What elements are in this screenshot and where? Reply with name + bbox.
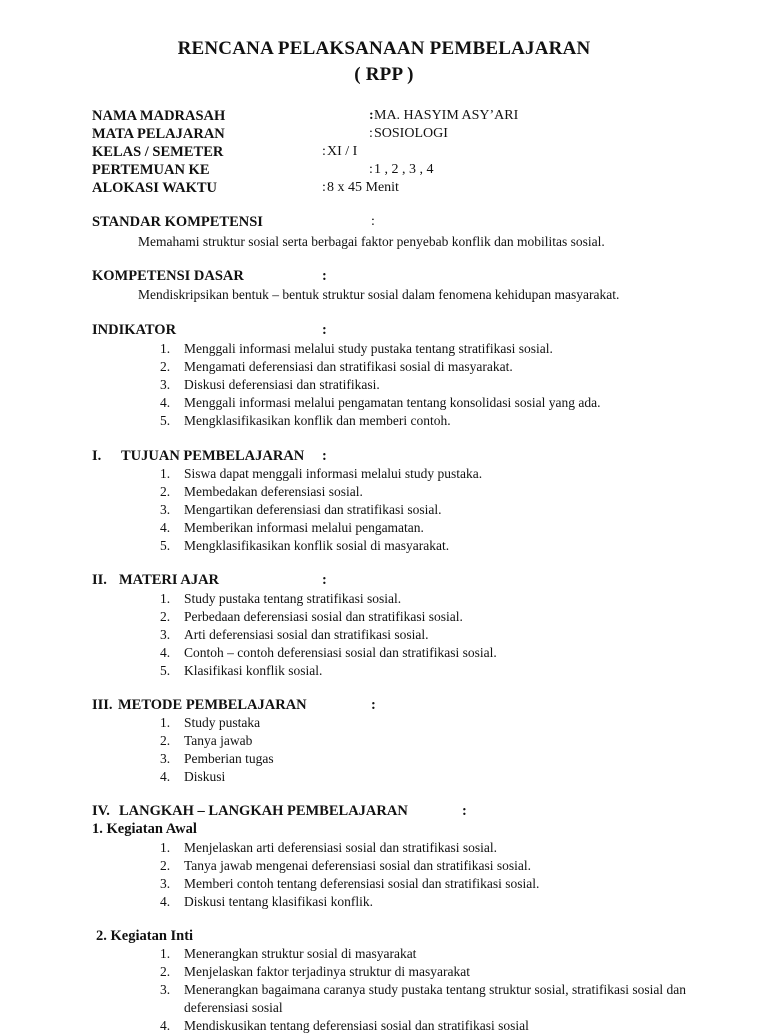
- list-item: 1. Study pustaka tentang stratifikasi sosial.: [160, 591, 402, 606]
- identity-value: SOSIOLOGI: [374, 126, 448, 141]
- list-item: 3. Menerangkan bagaimana caranya study pustaka tentang struktur sosial, stratifikasi sosial dan deferensiasi sosial: [160, 981, 686, 1015]
- langkah-number: IV.: [92, 803, 110, 819]
- langkah-colon: :: [462, 803, 467, 819]
- metode-colon: :: [371, 697, 376, 713]
- indikator-list: [160, 340, 601, 430]
- list-item: 4. Menggali informasi melalui pengamatan tentang konsolidasi sosial yang ada.: [160, 394, 601, 410]
- dasar-text: Mendiskripsikan bentuk – bentuk struktur sosial dalam fenomena kehidupan masyarakat.: [138, 287, 620, 302]
- list-item: 2. Membedakan deferensiasi sosial.: [160, 483, 363, 499]
- list-item: 2. Menjelaskan faktor terjadinya struktur di masyarakat: [160, 963, 471, 979]
- materi-list: [160, 590, 497, 680]
- standar-text: Memahami struktur sosial serta berbagai faktor penyebab konflik dan mobilitas sosial.: [138, 234, 605, 249]
- tujuan-list: [160, 465, 482, 555]
- standar-colon: :: [371, 214, 375, 229]
- list-item: 2. Perbedaan deferensiasi sosial dan stratifikasi sosial.: [160, 608, 463, 624]
- list-item: 2. Tanya jawab mengenai deferensiasi sosial dan stratifikasi sosial.: [160, 857, 531, 873]
- list-item: 5. Mengklasifikasikan konflik dan memberi contoh.: [160, 412, 451, 428]
- indikator-heading: INDIKATOR: [92, 322, 177, 338]
- list-item: 1. Siswa dapat menggali informasi melalui study pustaka.: [160, 466, 483, 481]
- list-item: 5. Klasifikasi konflik sosial.: [160, 662, 323, 678]
- identity-label: MATA PELAJARAN: [92, 126, 225, 142]
- dasar-colon: :: [322, 268, 327, 284]
- list-item: 4. Memberikan informasi melalui pengamatan.: [160, 519, 424, 535]
- list-item: 3. Diskusi deferensiasi dan stratifikasi.: [160, 376, 380, 392]
- list-item: 4. Diskusi: [160, 768, 226, 784]
- list-item: 3. Mengartikan deferensiasi dan stratifikasi sosial.: [160, 501, 442, 517]
- list-item: 3. Arti deferensiasi sosial dan stratifikasi sosial.: [160, 626, 429, 642]
- tujuan-colon: :: [322, 448, 327, 464]
- list-item: 1. Menggali informasi melalui study pustaka tentang stratifikasi sosial.: [160, 341, 553, 356]
- document-title: RENCANA PELAKSANAAN PEMBELAJARAN: [177, 38, 591, 59]
- standar-heading: STANDAR KOMPETENSI: [92, 214, 263, 230]
- identity-value: MA. HASYIM ASY’ARI: [374, 108, 519, 123]
- dasar-heading: KOMPETENSI DASAR: [92, 268, 244, 284]
- materi-colon: :: [322, 572, 327, 588]
- identity-label: ALOKASI WAKTU: [92, 180, 218, 196]
- list-item: 5. Mengklasifikasikan konflik sosial di masyarakat.: [160, 537, 450, 553]
- materi-heading: MATERI AJAR: [119, 572, 220, 588]
- indikator-colon: :: [322, 322, 327, 338]
- kegiatan-awal-heading: 1. Kegiatan Awal: [92, 821, 197, 837]
- list-item: 1. Menjelaskan arti deferensiasi sosial dan stratifikasi sosial.: [160, 840, 498, 855]
- identity-value: 8 x 45 Menit: [327, 180, 399, 195]
- metode-number: III.: [92, 697, 113, 713]
- list-item: 4. Diskusi tentang klasifikasi konflik.: [160, 893, 373, 909]
- identity-value: XI / I: [327, 144, 358, 159]
- langkah-heading: LANGKAH – LANGKAH PEMBELAJARAN: [119, 803, 408, 819]
- identity-colon: :: [322, 144, 326, 159]
- list-item: 4. Contoh – contoh deferensiasi sosial dan stratifikasi sosial.: [160, 644, 497, 660]
- list-item: 3. Memberi contoh tentang deferensiasi sosial dan stratifikasi sosial.: [160, 875, 540, 891]
- materi-number: II.: [92, 572, 107, 588]
- identity-label: KELAS / SEMETER: [92, 144, 224, 160]
- identity-label: PERTEMUAN KE: [92, 162, 210, 178]
- list-item: 2. Mengamati deferensiasi dan stratifikasi sosial di masyarakat.: [160, 358, 513, 374]
- kegiatan-awal-list: [160, 839, 539, 911]
- list-item: 2. Tanya jawab: [160, 732, 253, 748]
- list-item: 1. Study pustaka: [160, 715, 261, 730]
- kegiatan-inti-heading: 2. Kegiatan Inti: [96, 928, 194, 944]
- identity-value: 1 , 2 , 3 , 4: [374, 162, 434, 177]
- metode-heading: METODE PEMBELAJARAN: [118, 697, 307, 713]
- document-subtitle: ( RPP ): [354, 64, 414, 85]
- identity-colon: :: [369, 126, 373, 141]
- identity-label: NAMA MADRASAH: [92, 108, 226, 124]
- list-item: 4. Mendiskusikan tentang deferensiasi sosial dan stratifikasi sosial: [160, 1017, 529, 1033]
- list-item: 1. Menerangkan struktur sosial di masyarakat: [160, 946, 417, 961]
- kegiatan-inti-list: [160, 945, 744, 1035]
- tujuan-heading: TUJUAN PEMBELAJARAN: [121, 448, 305, 464]
- identity-colon: :: [322, 180, 326, 195]
- identity-colon: :: [369, 162, 373, 177]
- list-item: 3. Pemberian tugas: [160, 750, 274, 766]
- metode-list: [160, 714, 274, 786]
- identity-colon: :: [369, 108, 374, 123]
- tujuan-number: I.: [92, 448, 102, 464]
